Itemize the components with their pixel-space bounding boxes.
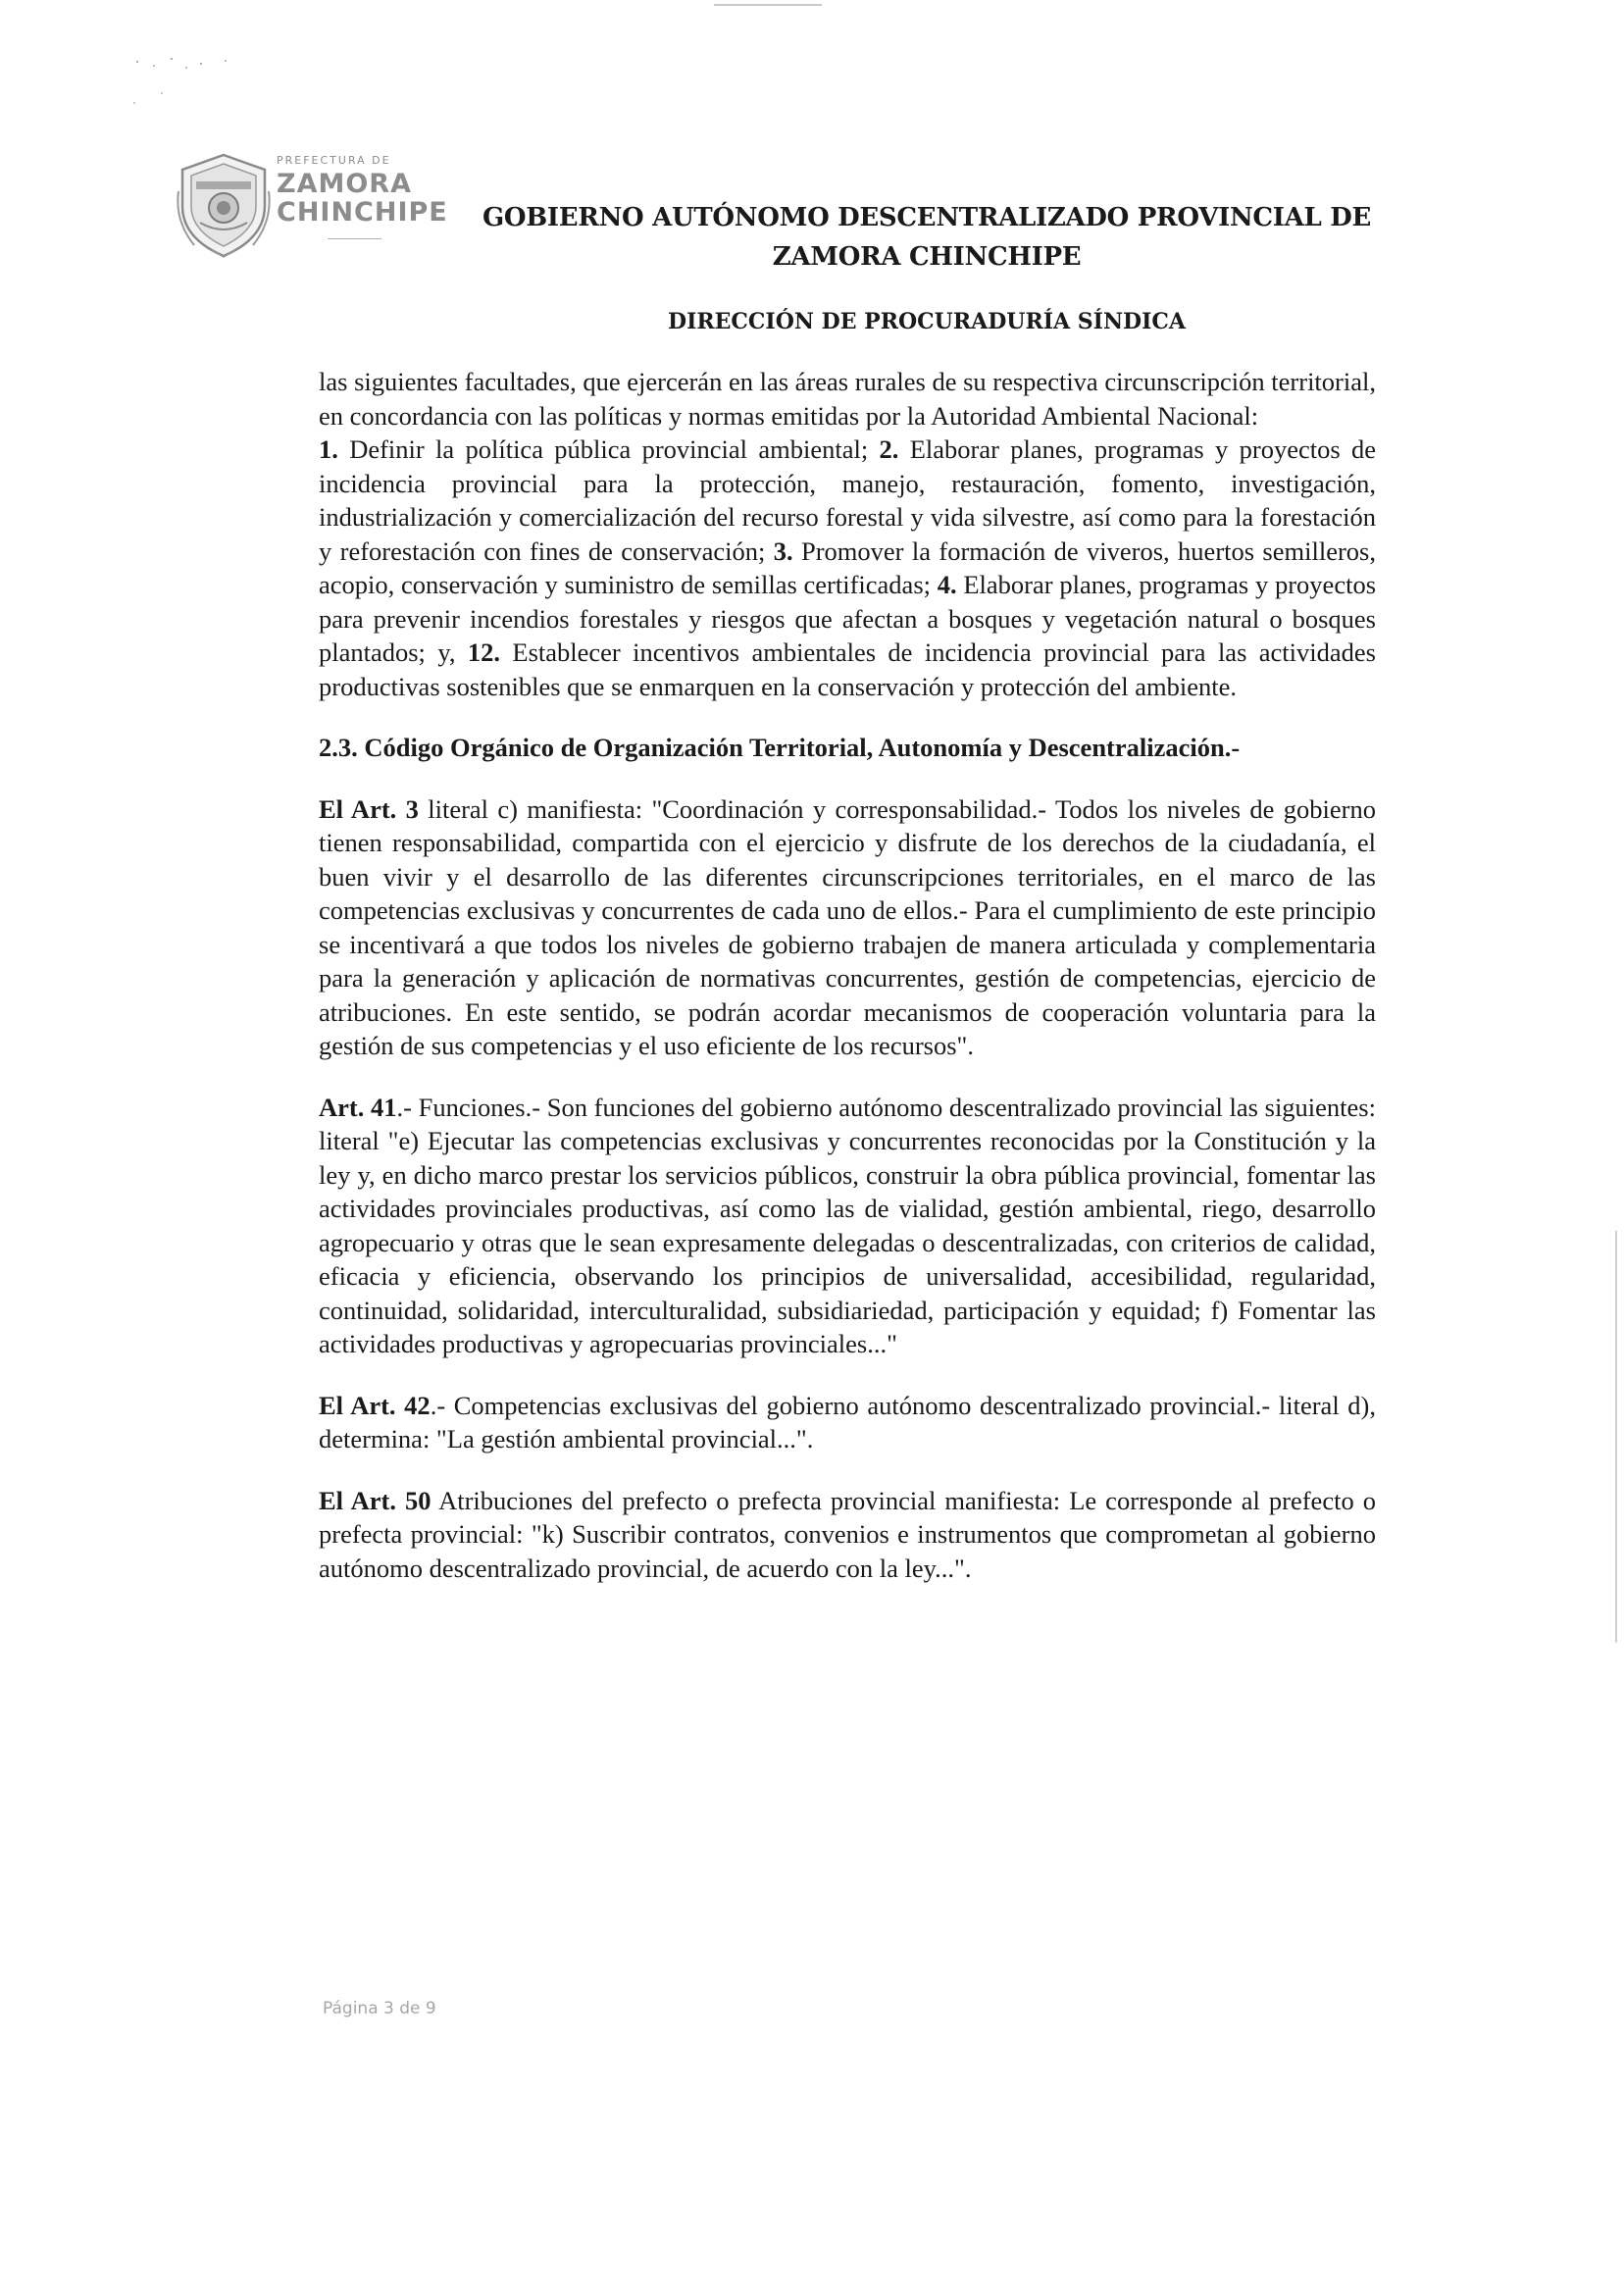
item-text: Elaborar planes, programas y proyectos de incidencia provincial para la protección, manejo, restauración, fomento, investigación, industrialización y comercialización del recurso forestal y vida silvestre, así como para la forestación y reforestación con fines de conservación; <box>319 434 1376 566</box>
page-header-title <box>431 198 1422 277</box>
item-text: Elaborar planes, programas y proyectos para prevenir incendios forestales y riesgos que afectan a bosques y vegetación natural o bosques plantados; y, <box>319 570 1377 667</box>
scan-artifact-edge <box>1615 1231 1617 1643</box>
art3-paragraph <box>319 792 1376 1063</box>
article-text: .- Funciones.- Son funciones del gobierno autónomo descentralizado provincial las siguientes: literal "e) Ejecutar las competencias exclusivas y concurrentes reconocidas por la Constitución y la ley y, en dicho marco prestar los servicios públicos, construir la obra pública provincial, fomentar las actividades provinciales productivas, así como las de vialidad, gestión ambiental, riego, desarrollo agropecuario y otras que le sean expresamente delegadas o descentralizadas, con criterios de calidad, eficacia y eficiencia, observando los principios de universalidad, accesibilidad, regularidad, continuidad, solidaridad, interculturalidad, subsidiariedad, participación y equidad; f) Fomentar las actividades productivas y agropecuarias provinciales..." <box>319 1092 1376 1358</box>
article-label: Art. 41 <box>319 1092 397 1122</box>
scan-artifact-dots <box>132 54 260 113</box>
header-title-line2: ZAMORA CHINCHIPE <box>772 242 1082 272</box>
item-number: 2. <box>879 434 899 464</box>
item-number: 4. <box>937 570 957 599</box>
art41-paragraph <box>319 1091 1376 1361</box>
item-number: 12. <box>467 637 500 667</box>
article-label: El Art. 3 <box>319 793 419 824</box>
page-number: Página 3 de 9 <box>323 1999 436 2018</box>
article-label: El Art. 50 <box>319 1485 431 1515</box>
item-number: 1. <box>319 434 338 464</box>
prefectura-crest-icon <box>175 152 273 260</box>
logo-name-line1: ZAMORA <box>277 169 412 199</box>
intro-paragraph: las siguientes facultades, que ejercerán en las áreas rurales de su respectiva circunscripción territorial, en concordancia con las políticas y normas emitidas por la Autoridad Ambiental Nacional: <box>319 367 1376 431</box>
item-number: 3. <box>773 535 793 566</box>
article-text: Atribuciones del prefecto o prefecta provincial manifiesta: Le corresponde al prefecto o prefecta provincial: "k) Suscribir contratos, convenios e instrumentos que comprometan al gobierno autónomo descentralizado provincial, de acuerdo con la ley...". <box>319 1485 1376 1583</box>
logo-small-text: PREFECTURA DE <box>277 154 391 167</box>
logo-wordmark <box>277 155 453 239</box>
logo-underline <box>328 238 381 239</box>
document-body <box>319 365 1376 1612</box>
section-heading: 2.3. Código Orgánico de Organización Territorial, Autonomía y Descentralización.- <box>319 733 1241 762</box>
header-title-line1: GOBIERNO AUTÓNOMO DESCENTRALIZADO PROVINCIAL DE <box>482 203 1372 232</box>
article-label: El Art. 42 <box>319 1390 431 1420</box>
item-text: Promover la formación de viveros, huertos semilleros, acopio, conservación y suministro de semillas certificadas; <box>319 535 1376 599</box>
art50-paragraph <box>319 1484 1376 1586</box>
item-text: Establecer incentivos ambientales de incidencia provincial para las actividades productivas sostenibles que se enmarquen en la conservación y protección del ambiente. <box>319 637 1376 701</box>
faculties-list-paragraph <box>319 433 1376 703</box>
item-text: Definir la política pública provincial ambiental; <box>337 434 880 464</box>
page-header-subtitle: DIRECCIÓN DE PROCURADURÍA SÍNDICA <box>667 309 1186 334</box>
article-text: literal c) manifiesta: "Coordinación y corresponsabilidad.- Todos los niveles de gobierno tienen responsabilidad, compartida con el ejercicio y disfrute de los derechos de la ciudadanía, el buen vivir y el desarrollo de las diferentes circunscripciones territoriales, en el marco de las competencias exclusivas y concurrentes de cada uno de ellos.- Para el cumplimiento de este principio se incentivará a que todos los niveles de gobierno trabajen de manera articulada y complementaria para la generación y aplicación de normativas concurrentes, gestión de competencias, ejercicio de atribuciones. En este sentido, se podrán acordar mecanismos de cooperación voluntaria para la gestión de sus competencias y el uso eficiente de los recursos". <box>319 793 1376 1060</box>
art42-paragraph <box>319 1389 1376 1456</box>
article-text: .- Competencias exclusivas del gobierno autónomo descentralizado provincial.- literal d), determina: "La gestión ambiental provincial...". <box>319 1390 1377 1453</box>
scan-artifact-top <box>714 4 822 6</box>
logo-name-line2: CHINCHIPE <box>277 197 448 228</box>
